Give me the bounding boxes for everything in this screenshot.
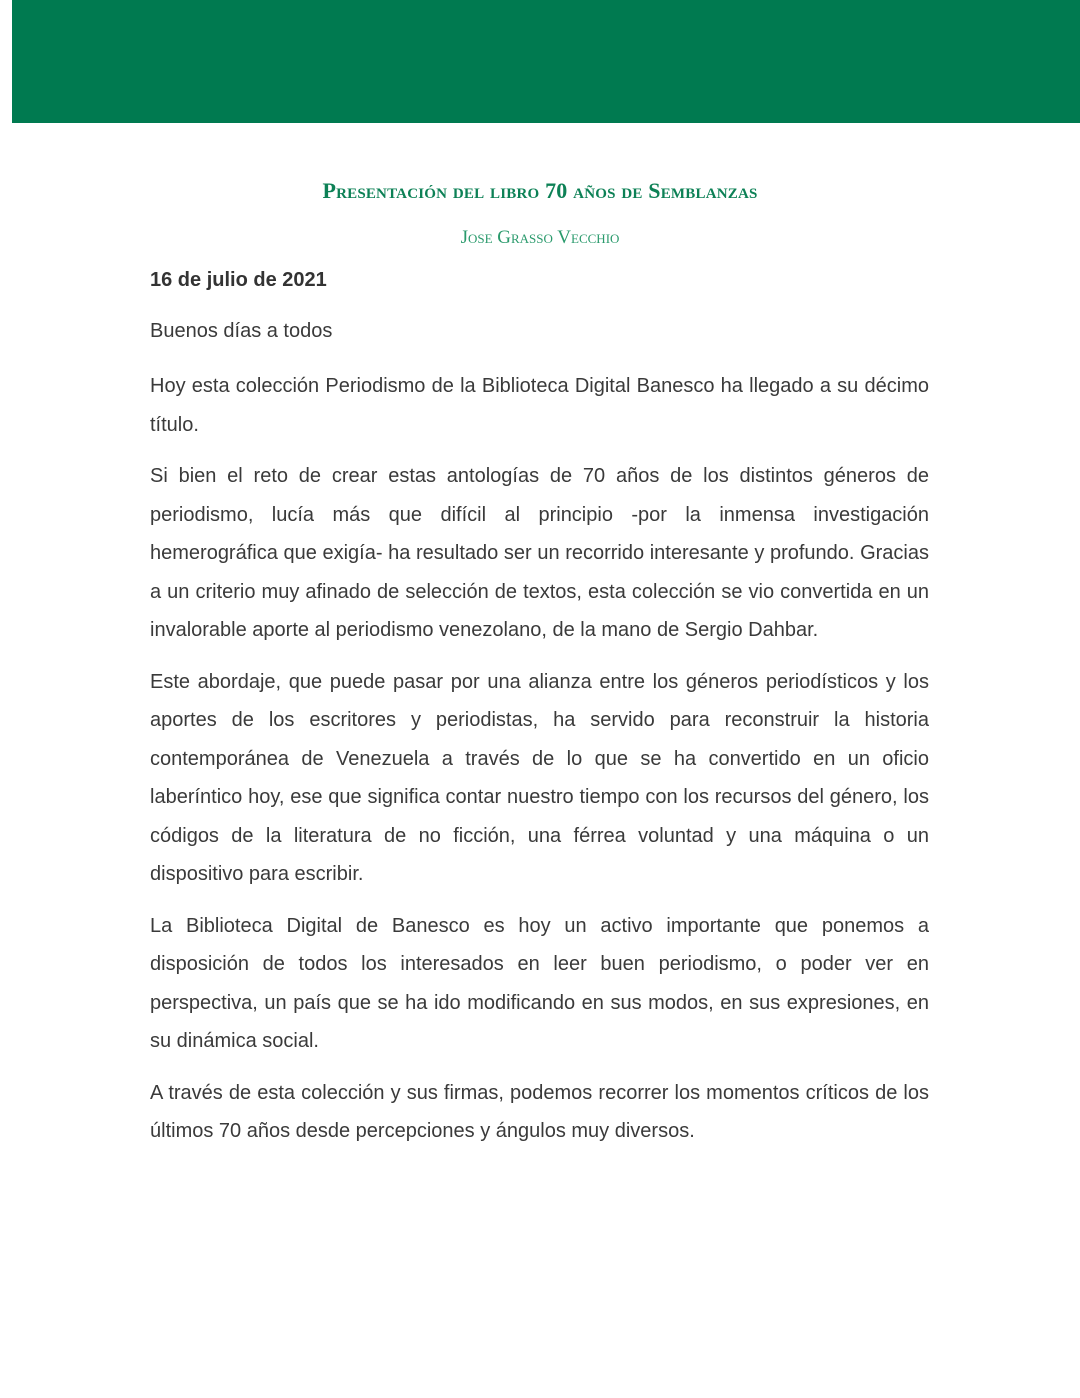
- greeting: Buenos días a todos: [150, 320, 333, 342]
- paragraph: A través de esta colección y sus firmas, podemos recorrer los momentos críticos de los últimos 70 años desde percepciones y ángulos muy diversos.: [150, 1081, 929, 1142]
- paragraph: La Biblioteca Digital de Banesco es hoy un activo importante que ponemos a disposición de todos los interesados en leer buen periodismo, o poder ver en perspectiva, un país que se ha ido modificando en sus modos, en sus expresiones, en su dinámica social.: [150, 914, 929, 1052]
- document-date: 16 de julio de 2021: [150, 269, 327, 291]
- paragraph: Hoy esta colección Periodismo de la Biblioteca Digital Banesco ha llegado a su décimo título.: [150, 375, 929, 436]
- document-title: Presentación del libro 70 años de Semblanzas: [322, 178, 758, 203]
- paragraph: Si bien el reto de crear estas antologías de 70 años de los distintos géneros de periodismo, lucía más que difícil al principio -por la inmensa investigación hemerográfica que exigía- ha resultado ser un recorrido interesante y profundo. Gracias a un criterio muy afinado de selección de textos, esta colección se vio convertida en un invalorable aporte al periodismo venezolano, de la mano de Sergio Dahbar.: [150, 465, 929, 641]
- paragraph: Este abordaje, que puede pasar por una alianza entre los géneros periodísticos y los aportes de los escritores y periodistas, ha servido para reconstruir la historia contemporánea de Venezuela a través de lo que se ha convertido en un oficio laberíntico hoy, ese que significa contar nuestro tiempo con los recursos del género, los códigos de la literatura de no ficción, una férrea voluntad y una máquina o un dispositivo para escribir.: [150, 670, 929, 885]
- header-band: [12, 0, 1080, 123]
- document-author: Jose Grasso Vecchio: [460, 227, 620, 248]
- document-body: [150, 265, 929, 1164]
